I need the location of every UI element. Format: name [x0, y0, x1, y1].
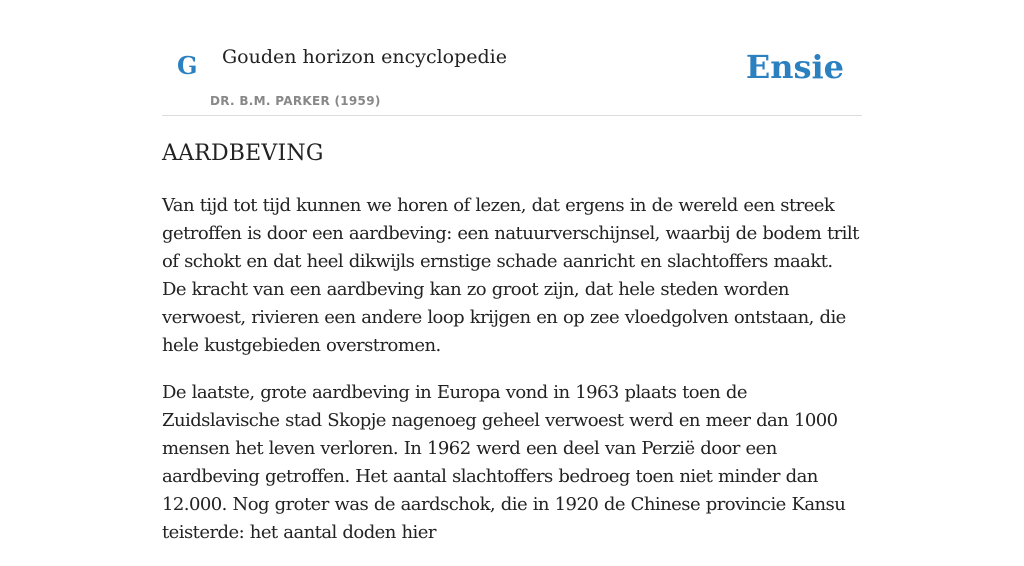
site-logo[interactable]: Ensie [745, 48, 844, 86]
article-paragraph: Van tijd tot tijd kunnen we horen of lezen, dat ergens in de wereld een streek getroffen is door een aardbeving: een natuurverschijnsel, waarbij de bodem trilt of schokt en dat heel dikwijls ernstige schade aanricht en slachtoffers maakt. De kracht van een aardbeving kan zo groot zijn, dat hele steden worden verwoest, rivieren een andere loop krijgen en op zee vloedgolven ontstaan, die hele kustgebieden overstromen. [162, 195, 859, 356]
book-author: DR. B.M. PARKER (1959) [210, 94, 381, 108]
book-title[interactable]: Gouden horizon encyclopedie [222, 46, 507, 68]
article-title: AARDBEVING [162, 141, 324, 166]
book-header [162, 0, 862, 116]
page-container [162, 0, 862, 543]
book-logo-icon[interactable]: G [177, 51, 198, 80]
article-paragraph: De laatste, grote aardbeving in Europa vond in 1963 plaats toen de Zuidslavische stad Skopje nagenoeg geheel verwoest werd en meer dan 1000 mensen het leven verloren. In 1962 werd een deel van Perzië door een aardbeving getroffen. Het aantal slachtoffers bedroeg toen niet minder dan 12.000. Nog groter was de aardschok, die in 1920 de Chinese provincie Kansu teisterde: het aantal doden hier [162, 382, 846, 543]
article-body [162, 192, 862, 566]
